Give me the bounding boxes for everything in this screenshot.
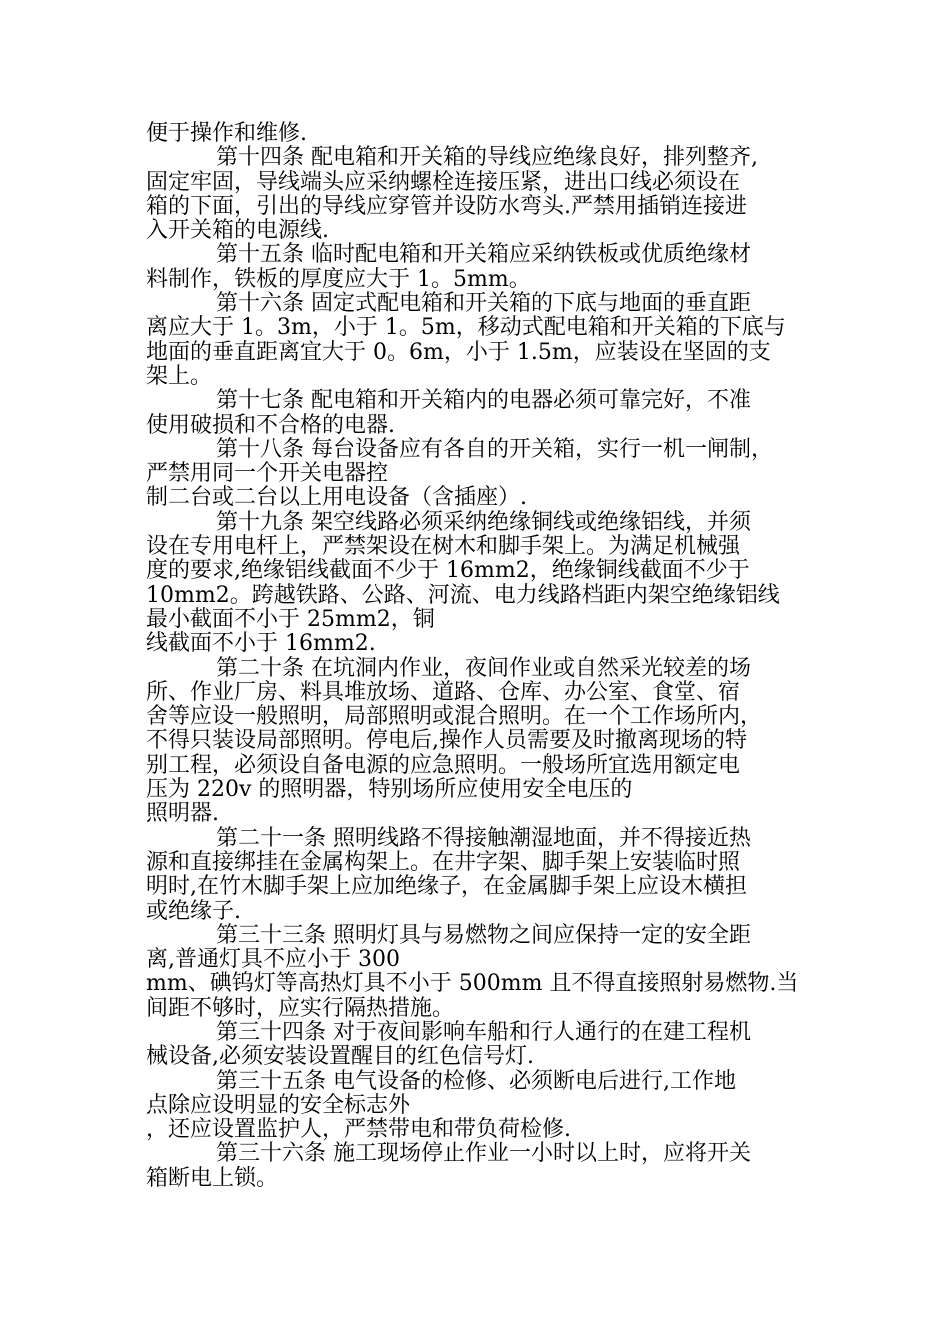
article-first-line: 第二十一条 照明线路不得接触潮湿地面，并不得接近热 xyxy=(216,825,751,851)
text-line: 入开关箱的电源线. xyxy=(146,218,329,244)
text-line: 或绝缘子. xyxy=(146,898,241,924)
text-line: 照明器. xyxy=(146,801,219,827)
text-line: 间距不够时，应实行隔热措施。 xyxy=(146,995,455,1021)
article-first-line: 第十七条 配电箱和开关箱内的电器必须可靠完好，不准 xyxy=(216,388,751,414)
text-line: 线截面不小于 16mm2. xyxy=(146,631,376,657)
text-line: 别工程，必须设自备电源的应急照明。一般场所宜选用额定电 xyxy=(146,752,741,778)
document-body xyxy=(146,122,818,1191)
text-line: 所、作业厂房、料具堆放场、道路、仓库、办公室、食堂、宿 xyxy=(146,679,741,705)
text-line: 箱断电上锁。 xyxy=(146,1165,279,1191)
text-line: 离应大于 1。3m，小于 1。5m，移动式配电箱和开关箱的下底与 xyxy=(146,315,786,341)
article-first-line: 第十六条 固定式配电箱和开关箱的下底与地面的垂直距 xyxy=(216,291,751,317)
text-line: 地面的垂直距离宜大于 0。6m，小于 1.5m，应装设在坚固的支 xyxy=(146,339,771,365)
text-line: 使用破损和不合格的电器. xyxy=(146,412,395,438)
text-line: ，还应设置监护人，严禁带电和带负荷检修. xyxy=(146,1117,571,1143)
text-line: 便于操作和维修. xyxy=(146,121,307,146)
text-line: 严禁用同一个开关电器控 xyxy=(146,461,389,487)
text-line: 最小截面不小于 25mm2，铜 xyxy=(146,606,435,632)
text-line: 固定牢固，导线端头应采纳螺栓连接压紧，进出口线必须设在 xyxy=(146,169,741,195)
text-line: 点除应设明显的安全标志外 xyxy=(146,1092,411,1118)
text-line: 箱的下面，引出的导线应穿管并设防水弯头.严禁用插销连接进 xyxy=(146,193,747,219)
article-first-line: 第十四条 配电箱和开关箱的导线应绝缘良好，排列整齐, xyxy=(216,145,758,171)
text-line: 离,普通灯具不应小于 300 xyxy=(146,947,400,973)
article-first-line: 第三十六条 施工现场停止作业一小时以上时，应将开关 xyxy=(216,1141,751,1167)
article-first-line: 第三十五条 电气设备的检修、必须断电后进行,工作地 xyxy=(216,1068,736,1094)
text-line: 度的要求,绝缘铝线截面不少于 16mm2，绝缘铜线截面不少于 xyxy=(146,558,750,584)
text-line: 压为 220v 的照明器，特别场所应使用安全电压的 xyxy=(146,777,633,803)
article-first-line: 第三十三条 照明灯具与易燃物之间应保持一定的安全距 xyxy=(216,922,751,948)
text-line: 架上。 xyxy=(146,363,213,389)
text-line: 明时,在竹木脚手架上应加绝缘子，在金属脚手架上应设木横担 xyxy=(146,874,747,900)
article-first-line: 第十八条 每台设备应有各自的开关箱，实行一机一闸制， xyxy=(216,436,773,462)
text-line: 不得只装设局部照明。停电后,操作人员需要及时撤离现场的特 xyxy=(146,728,747,754)
article-first-line: 第十九条 架空线路必须采纳绝缘铜线或绝缘铝线，并须 xyxy=(216,509,751,535)
text-line: mm、碘钨灯等高热灯具不小于 500mm 且不得直接照射易燃物.当 xyxy=(146,971,799,997)
text-line: 制二台或二台以上用电设备（含插座）. xyxy=(146,485,527,511)
article-first-line: 第三十四条 对于夜间影响车船和行人通行的在建工程机 xyxy=(216,1019,751,1045)
article-first-line: 第十五条 临时配电箱和开关箱应采纳铁板或优质绝缘材 xyxy=(216,242,751,268)
text-line: 设在专用电杆上，严禁架设在树木和脚手架上。为满足机械强 xyxy=(146,534,741,560)
text-line: 源和直接绑挂在金属构架上。在井字架、脚手架上安装临时照 xyxy=(146,849,741,875)
text-line: 10mm2。跨越铁路、公路、河流、电力线路档距内架空绝缘铝线 xyxy=(146,582,780,608)
article-first-line: 第二十条 在坑洞内作业，夜间作业或自然采光较差的场 xyxy=(216,655,751,681)
text-line: 械设备,必须安装设置醒目的红色信号灯. xyxy=(146,1044,534,1070)
text-line: 料制作，铁板的厚度应大于 1。5mm。 xyxy=(146,266,531,292)
text-line: 舍等应设一般照明，局部照明或混合照明。在一个工作场所内， xyxy=(146,704,763,730)
